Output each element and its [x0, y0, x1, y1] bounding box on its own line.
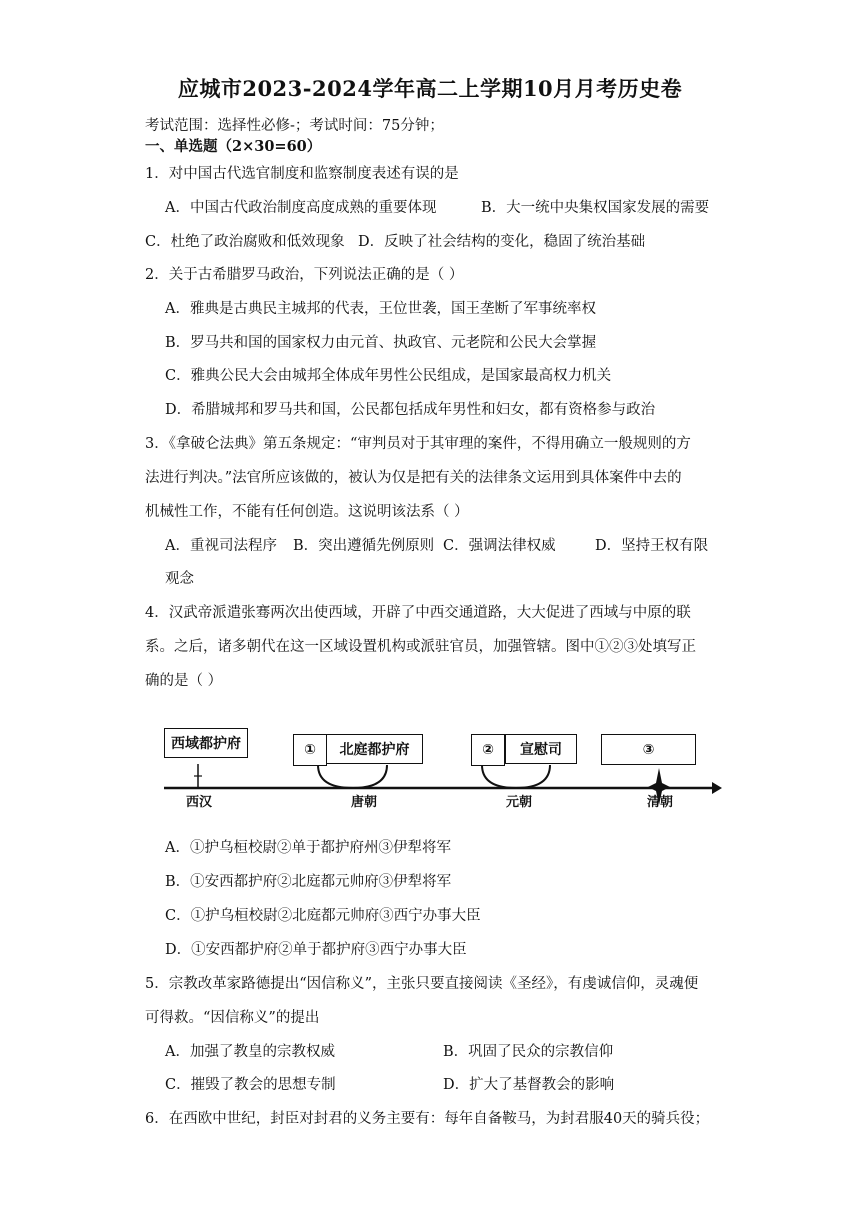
q1-option-b: B．大一统中央集权国家发展的需要: [481, 200, 710, 216]
box-xiyu-duhufu: 西域都护府: [164, 728, 248, 758]
timeline-diagram: [160, 725, 725, 815]
q5-line-1: 5．宗教改革家路德提出“因信称义”，主张只要直接阅读《圣经》，有虔诚信仰，灵魂便: [145, 976, 699, 992]
era-qing: 清朝: [647, 795, 674, 810]
q3-option-c: C．强调法律权威: [443, 538, 556, 554]
marker-3: ③: [601, 734, 696, 765]
q3-line-2: 法进行判决。”法官所应该做的，被认为仅是把有关的法律条文运用到具体案件中去的: [145, 470, 682, 486]
q1-option-c: C．杜绝了政治腐败和低效现象: [145, 234, 345, 250]
q6-line-1: 6．在西欧中世纪，封臣对封君的义务主要有：每年自备鞍马，为封君服40天的骑兵役；: [145, 1111, 710, 1127]
q4-option-d: D．①安西都护府②单于都护府③西宁办事大臣: [165, 942, 467, 958]
q5-option-b: B．巩固了民众的宗教信仰: [443, 1044, 614, 1060]
q4-line-2: 系。之后，诸多朝代在这一区域设置机构或派驻官员，加强管辖。图中①②③处填写正: [145, 639, 696, 655]
q4-line-3: 确的是（ ）: [145, 673, 223, 689]
q2-option-c: C．雅典公民大会由城邦全体成年男性公民组成，是国家最高权力机关: [165, 368, 612, 384]
exam-meta: 考试范围：选择性必修-；考试时间：75分钟；: [145, 118, 444, 134]
q2-option-b: B．罗马共和国的国家权力由元首、执政官、元老院和公民大会掌握: [165, 335, 597, 351]
exam-title: 应城市2023-2024学年高二上学期10月月考历史卷: [177, 76, 683, 101]
q1-stem: 1．对中国古代选官制度和监察制度表述有误的是: [145, 166, 459, 182]
q5-option-c: C．摧毁了教会的思想专制: [165, 1077, 336, 1093]
q5-line-2: 可得救。“因信称义”的提出: [145, 1010, 320, 1026]
era-tang: 唐朝: [351, 795, 378, 810]
q2-stem: 2．关于古希腊罗马政治，下列说法正确的是（ ）: [145, 267, 464, 283]
marker-2: ②: [471, 734, 505, 766]
q4-option-c: C．①护乌桓校尉②北庭都元帅府③西宁办事大臣: [165, 908, 481, 924]
era-yuan: 元朝: [506, 795, 533, 810]
q3-option-d: D．坚持王权有限: [595, 538, 709, 554]
q3-line-1: 3．《拿破仑法典》第五条规定：“审判员对于其审理的案件，不得用确立一般规则的方: [145, 436, 691, 452]
q1-option-a: A．中国古代政治制度高度成熟的重要体现: [165, 200, 437, 216]
era-xihan: 西汉: [186, 795, 213, 810]
q4-line-1: 4．汉武帝派遣张骞两次出使西域，开辟了中西交通道路，大大促进了西域与中原的联: [145, 605, 691, 621]
q2-option-d: D．希腊城邦和罗马共和国，公民都包括成年男性和妇女，都有资格参与政治: [165, 402, 656, 418]
box-beiting-duhufu: 北庭都护府: [327, 734, 423, 764]
section-heading: 一、单选题（2×30=60）: [145, 138, 322, 155]
q5-option-d: D．扩大了基督教会的影响: [443, 1077, 615, 1093]
box-xuanweisi: 宣慰司: [505, 734, 577, 764]
q3-line-3: 机械性工作，不能有任何创造。这说明该法系（ ）: [145, 504, 469, 520]
q4-option-b: B．①安西都护府②北庭都元帅府③伊犁将军: [165, 874, 452, 890]
q5-option-a: A．加强了教皇的宗教权威: [165, 1044, 335, 1060]
q3-option-a: A．重视司法程序: [165, 538, 277, 554]
marker-1: ①: [293, 734, 327, 766]
q1-option-d: D．反映了社会结构的变化，稳固了统治基础: [358, 234, 646, 250]
q2-option-a: A．雅典是古典民主城邦的代表，王位世袭，国王垄断了军事统率权: [165, 301, 596, 317]
q4-option-a: A．①护乌桓校尉②单于都护府州③伊犁将军: [165, 840, 451, 856]
q3-option-d-cont: 观念: [165, 571, 194, 587]
q3-option-b: B．突出遵循先例原则: [293, 538, 435, 554]
